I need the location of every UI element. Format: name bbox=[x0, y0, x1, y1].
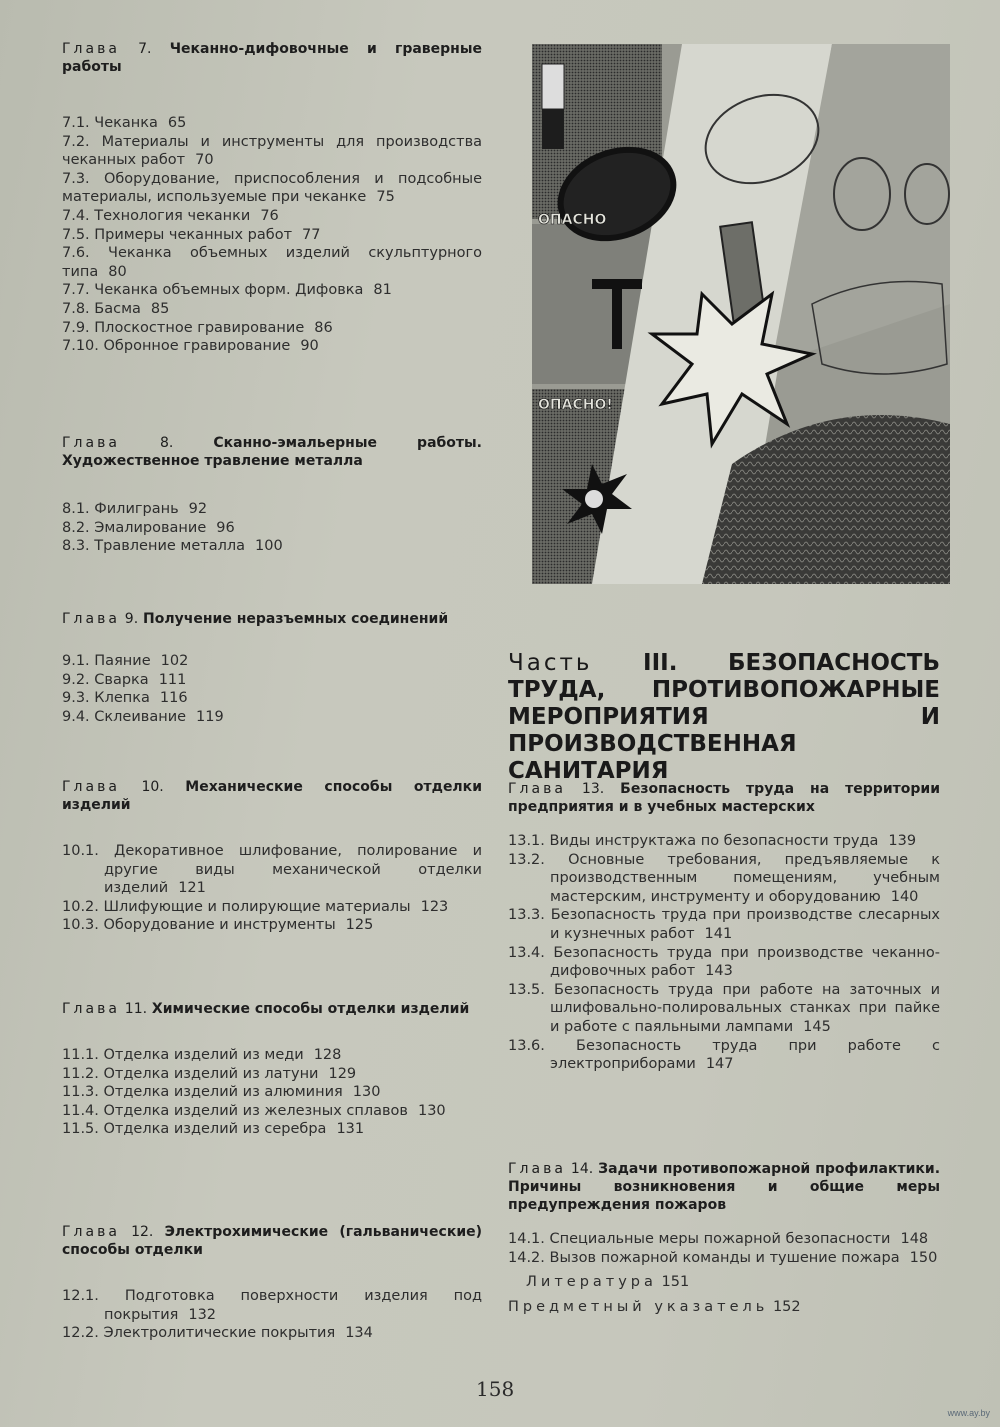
toc-entry[interactable]: 11.2. Отделка изделий из латуни 129 bbox=[62, 1065, 357, 1082]
toc-entry[interactable]: 11.5. Отделка изделий из серебра 131 bbox=[62, 1121, 365, 1138]
toc-entry[interactable]: 7.9. Плоскостное гравирование 86 bbox=[62, 319, 333, 336]
chapter-8 bbox=[62, 434, 482, 556]
page-number: 158 bbox=[476, 1377, 515, 1401]
chapter-heading: Глава 8. Сканно-эмальерные работы. Художественное травление металла bbox=[62, 435, 482, 469]
toc-entry[interactable]: 7.8. Басма 85 bbox=[62, 300, 170, 317]
toc-entry[interactable]: 9.4. Склеивание 119 bbox=[62, 708, 224, 725]
chapter-title: Получение неразъемных соединений bbox=[143, 611, 449, 627]
toc-entry[interactable]: 14.2. Вызов пожарной команды и тушение пожара 150 bbox=[508, 1249, 938, 1266]
toc-entries bbox=[508, 1230, 940, 1267]
toc-entries bbox=[508, 832, 940, 1074]
toc-entries bbox=[62, 842, 482, 935]
toc-entries bbox=[62, 1046, 482, 1139]
toc-entry[interactable]: 10.1. Декоративное шлифование, полирование и другие виды механической отделки изделий 121 bbox=[62, 843, 483, 897]
toc-entry[interactable]: 11.4. Отделка изделий из железных сплавов 130 bbox=[62, 1102, 446, 1119]
toc-entry[interactable]: 9.1. Паяние 102 bbox=[62, 653, 189, 669]
chapter-12 bbox=[62, 1223, 482, 1343]
chapter-heading: Глава 14. Задачи противопожарной профилактики. Причины возникновения и общие меры предупреждения пожаров bbox=[508, 1161, 941, 1213]
toc-entry[interactable]: 8.3. Травление металла 100 bbox=[62, 538, 283, 555]
subject-index-entry[interactable]: Предметный указатель 152 bbox=[508, 1298, 801, 1315]
chapter-13 bbox=[508, 780, 940, 1074]
chapter-11 bbox=[62, 1000, 482, 1139]
toc-entries bbox=[62, 114, 482, 356]
safety-collage-image bbox=[532, 44, 950, 584]
chapter-heading: Глава 9. Получение неразъемных соединений bbox=[62, 611, 449, 627]
svg-text:ОПАСНО!: ОПАСНО! bbox=[538, 397, 613, 413]
toc-entry[interactable]: 10.2. Шлифующие и полирующие материалы 123 bbox=[62, 898, 449, 915]
literature-entry[interactable]: Литература 151 bbox=[526, 1274, 690, 1291]
toc-entries bbox=[62, 500, 482, 556]
toc-entry[interactable]: 7.1. Чеканка 65 bbox=[62, 115, 187, 131]
toc-entry[interactable]: 13.2. Основные требования, предъявляемые к производственным помещениям, учебным мастерским, инструменту и оборудованию 140 bbox=[508, 851, 940, 905]
toc-entries bbox=[62, 652, 482, 726]
toc-entry[interactable]: 7.2. Материалы и инструменты для производства чеканных работ 70 bbox=[62, 133, 482, 169]
chapter-heading: Глава 12. Электрохимические (гальванические) способы отделки bbox=[62, 1224, 483, 1258]
illustration bbox=[532, 44, 950, 584]
svg-text:ОПАСНО: ОПАСНО bbox=[538, 212, 607, 228]
toc-entry[interactable]: 13.4. Безопасность труда при производстве чеканно-дифовочных работ 143 bbox=[508, 944, 941, 980]
toc-entry[interactable]: 13.5. Безопасность труда при работе на заточных и шлифовально-полировальных станках при пайке и работе с паяльными лампами 145 bbox=[508, 981, 941, 1035]
chapter-title: Химические способы отделки изделий bbox=[151, 1001, 470, 1017]
chapter-title: Электрохимические (гальванические) способы отделки bbox=[62, 1224, 483, 1258]
chapter-title: Задачи противопожарной профилактики. Причины возникновения и общие меры предупреждения пожаров bbox=[508, 1161, 941, 1213]
toc-entry[interactable]: 8.1. Филигрань 92 bbox=[62, 501, 208, 517]
toc-entry[interactable]: 12.1. Подготовка поверхности изделия под покрытия 132 bbox=[62, 1288, 482, 1323]
toc-entry[interactable]: 10.3. Оборудование и инструменты 125 bbox=[62, 917, 374, 934]
toc-entry[interactable]: 11.3. Отделка изделий из алюминия 130 bbox=[62, 1084, 381, 1101]
chapter-heading: Глава 13. Безопасность труда на территории предприятия и в учебных мастерских bbox=[508, 781, 941, 815]
toc-entry[interactable]: 13.6. Безопасность труда при работе с электроприборами 147 bbox=[508, 1037, 940, 1073]
toc-entry[interactable]: 13.1. Виды инструктажа по безопасности труда 139 bbox=[508, 833, 917, 849]
toc-entry[interactable]: 7.5. Примеры чеканных работ 77 bbox=[62, 226, 321, 243]
toc-entry[interactable]: 13.3. Безопасность труда при производстве слесарных и кузнечных работ 141 bbox=[508, 907, 940, 942]
toc-entry[interactable]: 12.2. Электролитические покрытия 134 bbox=[62, 1325, 373, 1342]
chapter-heading: Глава 11. Химические способы отделки изделий bbox=[62, 1001, 470, 1017]
chapter-14 bbox=[508, 1160, 940, 1316]
chapter-title: Механические способы отделки изделий bbox=[62, 779, 482, 813]
toc-entry[interactable]: 7.6. Чеканка объемных изделий скульптурного типа 80 bbox=[62, 245, 483, 280]
toc-entry[interactable]: 7.3. Оборудование, приспособления и подсобные материалы, используемые при чеканке 75 bbox=[62, 170, 483, 206]
chapter-7 bbox=[62, 40, 482, 356]
chapter-title: Безопасность труда на территории предприятия и в учебных мастерских bbox=[508, 781, 941, 815]
toc-entry[interactable]: 8.2. Эмалирование 96 bbox=[62, 519, 235, 536]
toc-entry[interactable]: 7.7. Чеканка объемных форм. Дифовка 81 bbox=[62, 282, 392, 299]
toc-entry[interactable]: 9.2. Сварка 111 bbox=[62, 671, 187, 688]
chapter-heading: Глава 10. Механические способы отделки изделий bbox=[62, 779, 482, 813]
toc-entry[interactable]: 7.4. Технология чеканки 76 bbox=[62, 207, 279, 224]
chapter-title: Чеканно-дифовочные и граверные работы bbox=[62, 41, 483, 75]
part-heading: Часть III. БЕЗОПАСНОСТЬ ТРУДА, ПРОТИВОПОЖАРНЫЕ МЕРОПРИЯТИЯ И ПРОИЗВОДСТВЕННАЯ САНИТАРИЯ bbox=[508, 650, 940, 784]
chapter-heading: Глава 7. Чеканно-дифовочные и граверные работы bbox=[62, 41, 483, 75]
watermark: www.ay.by bbox=[947, 1408, 990, 1418]
part-title: БЕЗОПАСНОСТЬ ТРУДА, ПРОТИВОПОЖАРНЫЕ МЕРОПРИЯТИЯ И ПРОИЗВОДСТВЕННАЯ САНИТАРИЯ bbox=[508, 650, 940, 784]
toc-entries bbox=[62, 1287, 482, 1343]
chapter-10 bbox=[62, 778, 482, 935]
toc-entry[interactable]: 7.10. Обронное гравирование 90 bbox=[62, 338, 319, 355]
chapter-9 bbox=[62, 610, 482, 726]
chapter-title: Сканно-эмальерные работы. Художественное травление металла bbox=[62, 435, 482, 469]
toc-entry[interactable]: 11.1. Отделка изделий из меди 128 bbox=[62, 1047, 342, 1063]
toc-entry[interactable]: 14.1. Специальные меры пожарной безопасности 148 bbox=[508, 1231, 929, 1247]
toc-entry[interactable]: 9.3. Клепка 116 bbox=[62, 690, 188, 707]
